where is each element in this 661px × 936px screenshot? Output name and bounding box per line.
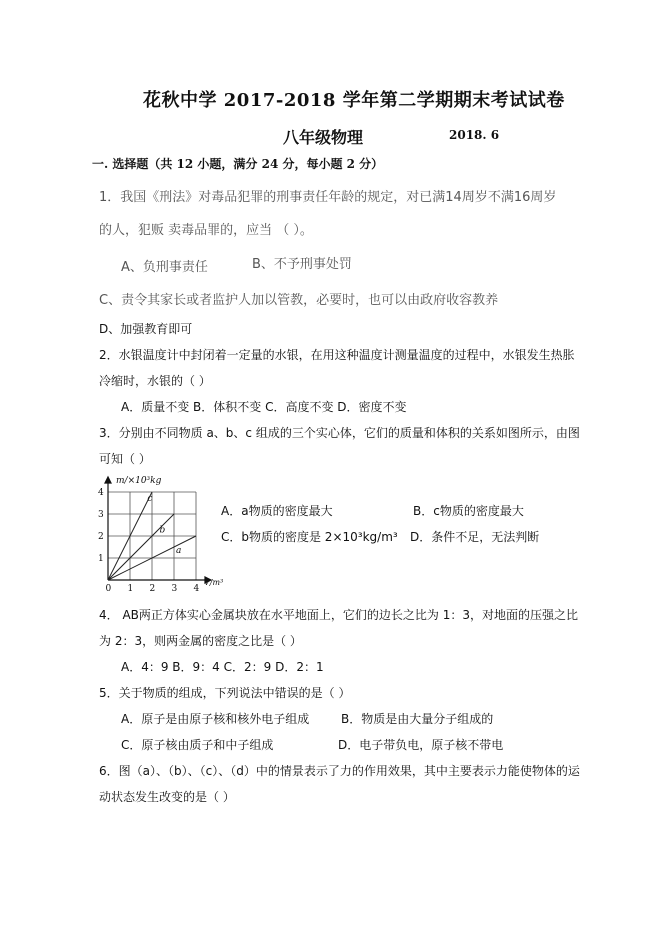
q1-option-a: A、负刑事责任 (121, 260, 208, 275)
x-tick-label: 1 (127, 584, 134, 594)
q4-options: A．4：9 B．9：4 C．2：9 D．2：1 (121, 660, 324, 674)
document-title: 花秋中学 2017-2018 学年第二学期期末考试试卷 (143, 90, 565, 111)
q2-line2: 冷缩时，水银的（ ） (99, 374, 211, 388)
q5-option-a: A．原子是由原子核和核外电子组成 (121, 712, 310, 726)
y-tick-label: 1 (98, 554, 104, 564)
q3-option-d: D．条件不足，无法判断 (410, 530, 540, 544)
chart-ylabel: m/×10³kg (116, 476, 162, 486)
q3-line1: 3．分别由不同物质 a、b、c 组成的三个实心体，它们的质量和体积的关系如图所示，由图 (99, 426, 580, 440)
q3-line2: 可知（ ） (99, 452, 151, 466)
series-label-c: c (147, 494, 153, 505)
q5-option-b: B．物质是由大量分子组成的 (341, 712, 494, 726)
q3-option-c: C．b物质的密度是 2×10³kg/m³ (221, 530, 398, 544)
q4-line1: 4． AB两正方体实心金属块放在水平地面上，它们的边长之比为 1：3，对地面的压强之比 (99, 608, 578, 622)
q6-line2: 动状态发生改变的是（ ） (99, 790, 235, 804)
y-tick-label: 2 (98, 532, 104, 542)
series-label-b: b (159, 525, 166, 536)
document-subtitle: 八年级物理 (283, 128, 364, 147)
q6-line1: 6．图（a）、（b）、（c）、（d）中的情景表示了力的作用效果，其中主要表示力能使物体的运 (99, 764, 580, 778)
y-tick-label: 3 (98, 510, 104, 520)
document-date: 2018. 6 (449, 128, 500, 142)
q5-line1: 5．关于物质的组成，下列说法中错误的是（ ） (99, 686, 351, 700)
x-tick-label: 2 (149, 584, 156, 594)
x-tick-label: 4 (193, 584, 200, 594)
section-heading: 一. 选择题（共 12 小题，满分 24 分，每小题 2 分） (92, 157, 384, 171)
q1-option-d: D、加强教育即可 (99, 322, 193, 336)
series-line-b (108, 514, 174, 580)
x-tick-label: 3 (171, 584, 178, 594)
q2-line1: 2．水银温度计中封闭着一定量的水银，在用这种温度计测量温度的过程中，水银发生热胀 (99, 348, 575, 362)
q4-line2: 为 2：3，则两金属的密度之比是（ ） (99, 634, 302, 648)
mass-volume-chart (96, 472, 224, 594)
series-label-a: a (176, 546, 182, 556)
q3-option-b: B．c物质的密度最大 (413, 504, 524, 518)
q1-option-c: C、责令其家长或者监护人加以管教，必要时，也可以由政府收容教养 (99, 293, 499, 308)
y-axis-arrow (105, 477, 111, 483)
y-tick-label: 4 (98, 488, 104, 498)
q1-line1: 1．我国《刑法》对毒品犯罪的刑事责任年龄的规定，对已满14周岁不满16周岁 (99, 190, 557, 205)
chart-labels (98, 488, 200, 594)
x-tick-label: 0 (105, 584, 112, 594)
q2-options: A．质量不变 B．体积不变 C．高度不变 D．密度不变 (121, 400, 407, 414)
chart-xlabel: V/m³ (204, 578, 224, 587)
q1-line2: 的人，犯贩 卖毒品罪的，应当 （ ）。 (99, 223, 313, 238)
q5-option-c: C．原子核由质子和中子组成 (121, 738, 274, 752)
q5-option-d: D．电子带负电，原子核不带电 (338, 738, 504, 752)
q1-option-b: B、不予刑事处罚 (252, 257, 352, 272)
q3-option-a: A．a物质的密度最大 (221, 504, 333, 518)
